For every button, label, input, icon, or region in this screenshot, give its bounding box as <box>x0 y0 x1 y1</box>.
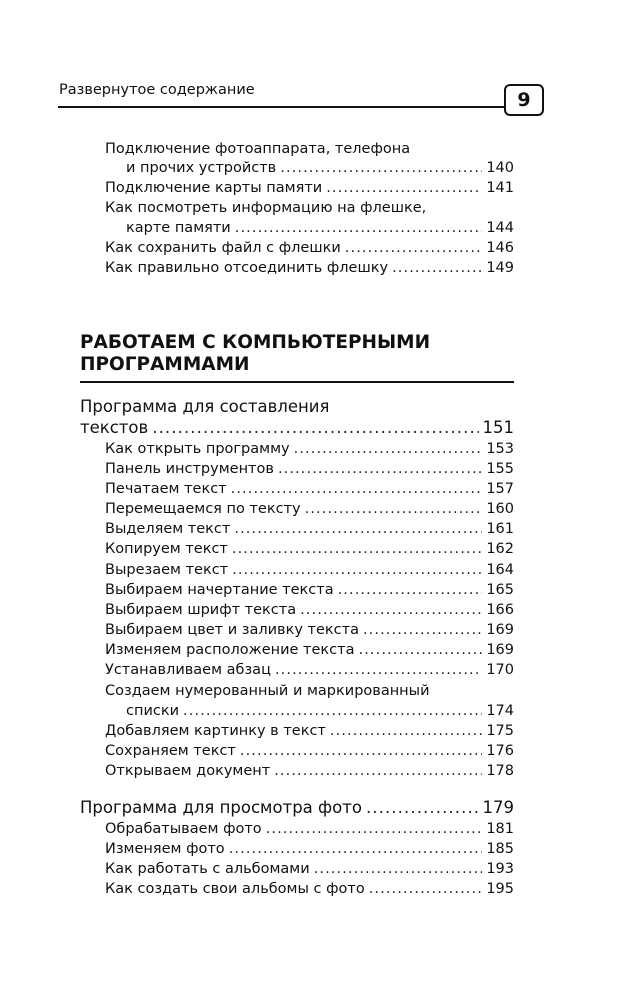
toc-dot-leader <box>345 240 483 256</box>
toc-entry-page: 174 <box>486 703 514 719</box>
toc-entry[interactable] <box>105 662 514 678</box>
toc-entry-label: Печатаем текст <box>105 481 227 497</box>
toc-entry[interactable] <box>105 763 514 779</box>
toc-entry-label: Устанавливаем абзац <box>105 662 271 678</box>
toc-entry-label: Как работать с альбомами <box>105 861 310 877</box>
toc-entry[interactable] <box>105 521 514 537</box>
toc-entry-label: Выделяем текст <box>105 521 231 537</box>
toc-entry[interactable] <box>105 642 514 658</box>
toc-entry-line1: Как посмотреть информацию на флешке, <box>105 200 427 216</box>
toc-entry[interactable] <box>105 541 514 557</box>
toc-entry-label: Сохраняем текст <box>105 743 236 759</box>
toc-entry[interactable] <box>105 881 514 897</box>
toc-entry-label: Панель инструментов <box>105 461 274 477</box>
section-title-line2: ПРОГРАММАМИ <box>80 354 250 375</box>
toc-entry-page: 144 <box>486 220 514 236</box>
toc-dot-leader <box>300 602 482 618</box>
header-rule <box>58 106 504 108</box>
section-title <box>80 332 430 376</box>
toc-entry-label: карте памяти <box>126 220 231 236</box>
toc-entry-label: Перемещаемся по тексту <box>105 501 301 517</box>
toc-entry-page: 140 <box>486 160 514 176</box>
toc-entry[interactable] <box>105 260 514 276</box>
toc-dot-leader <box>152 418 478 437</box>
toc-dot-leader <box>266 821 483 837</box>
toc-entry[interactable] <box>105 861 514 877</box>
toc-entry[interactable] <box>105 582 514 598</box>
toc-entry[interactable] <box>105 602 514 618</box>
toc-dot-leader <box>234 521 482 537</box>
toc-entry-label: списки <box>126 703 180 719</box>
toc-entry-page: 164 <box>486 562 514 578</box>
toc-entry[interactable] <box>105 180 514 196</box>
toc-entry[interactable] <box>105 562 514 578</box>
toc-dot-leader <box>280 160 482 176</box>
toc-entry-label: Вырезаем текст <box>105 562 229 578</box>
toc-entry-label: Открываем документ <box>105 763 271 779</box>
toc-entry-page: 141 <box>486 180 514 196</box>
toc-entry-page: 146 <box>486 240 514 256</box>
toc-dot-leader <box>338 582 483 598</box>
toc-entry-label: Изменяем расположение текста <box>105 642 355 658</box>
toc-dot-leader <box>359 642 483 658</box>
toc-entry-page: 161 <box>486 521 514 537</box>
toc-entry-label: Подключение карты памяти <box>105 180 323 196</box>
chapter-title: Программа для просмотра фото <box>80 798 362 817</box>
toc-entry-page: 178 <box>486 763 514 779</box>
toc-dot-leader <box>183 703 482 719</box>
toc-entry-page: 162 <box>486 541 514 557</box>
toc-entry[interactable] <box>105 622 514 638</box>
toc-dot-leader <box>240 743 482 759</box>
section-title-line1: РАБОТАЕМ С КОМПЬЮТЕРНЫМИ <box>80 332 431 353</box>
toc-entry[interactable] <box>105 481 514 497</box>
toc-entry-page: 193 <box>486 861 514 877</box>
toc-entry-label: Выбираем начертание текста <box>105 582 334 598</box>
toc-entry-page: 181 <box>486 821 514 837</box>
toc-entry-page: 155 <box>486 461 514 477</box>
toc-dot-leader <box>330 723 482 739</box>
toc-entry-page: 169 <box>486 622 514 638</box>
chapter-title-line1: Программа для составления <box>80 397 330 416</box>
toc-entry[interactable] <box>105 743 514 759</box>
toc-dot-leader <box>231 481 483 497</box>
toc-entry[interactable] <box>126 220 514 236</box>
toc-dot-leader <box>326 180 482 196</box>
section-rule <box>80 381 514 383</box>
toc-entry-page: 149 <box>486 260 514 276</box>
toc-dot-leader <box>294 441 483 457</box>
toc-entry-page: 165 <box>486 582 514 598</box>
toc-entry-label: Как правильно отсоединить флешку <box>105 260 389 276</box>
toc-entry-page: 160 <box>486 501 514 517</box>
toc-entry-page: 169 <box>486 642 514 658</box>
toc-entry-label: Обрабатываем фото <box>105 821 262 837</box>
toc-entry-label: Как создать свои альбомы с фото <box>105 881 365 897</box>
toc-entry[interactable] <box>105 821 514 837</box>
toc-dot-leader <box>369 881 483 897</box>
chapter-entry[interactable] <box>80 798 514 817</box>
toc-entry-page: 170 <box>486 662 514 678</box>
toc-entry-label: Как сохранить файл с флешки <box>105 240 341 256</box>
chapter-page: 179 <box>482 798 514 817</box>
toc-entry-label: Выбираем цвет и заливку текста <box>105 622 359 638</box>
toc-dot-leader <box>278 461 482 477</box>
toc-dot-leader <box>363 622 482 638</box>
toc-dot-leader <box>366 798 479 817</box>
toc-entry[interactable] <box>105 240 514 256</box>
toc-dot-leader <box>392 260 482 276</box>
toc-entry-page: 153 <box>486 441 514 457</box>
toc-dot-leader <box>232 541 482 557</box>
toc-entry-label: Копируем текст <box>105 541 228 557</box>
toc-entry-label: Добавляем картинку в текст <box>105 723 326 739</box>
toc-entry-page: 166 <box>486 602 514 618</box>
toc-entry-label: и прочих устройств <box>126 160 277 176</box>
chapter-title-line2: текстов <box>80 418 149 437</box>
toc-dot-leader <box>305 501 483 517</box>
toc-dot-leader <box>274 763 482 779</box>
toc-entry[interactable] <box>105 501 514 517</box>
toc-entry-page: 176 <box>486 743 514 759</box>
toc-entry-page: 185 <box>486 841 514 857</box>
toc-entry[interactable] <box>105 461 514 477</box>
toc-entry[interactable] <box>105 723 514 739</box>
chapter-page: 151 <box>482 418 514 437</box>
toc-entry[interactable] <box>105 841 514 857</box>
toc-entry-line1: Создаем нумерованный и маркированный <box>105 683 430 699</box>
page-number-box: 9 <box>504 84 544 116</box>
toc-entry-label: Выбираем шрифт текста <box>105 602 297 618</box>
toc-dot-leader <box>229 841 483 857</box>
toc-entry-line1: Подключение фотоаппарата, телефона <box>105 141 411 157</box>
toc-dot-leader <box>235 220 483 236</box>
toc-entry[interactable] <box>105 441 514 457</box>
chapter-entry[interactable] <box>80 418 514 437</box>
toc-entry-label: Изменяем фото <box>105 841 225 857</box>
toc-entry-page: 157 <box>486 481 514 497</box>
toc-dot-leader <box>275 662 482 678</box>
toc-entry-label: Как открыть программу <box>105 441 290 457</box>
toc-entry[interactable] <box>126 703 514 719</box>
toc-dot-leader <box>232 562 482 578</box>
toc-entry[interactable] <box>126 160 514 176</box>
toc-entry-page: 195 <box>486 881 514 897</box>
toc-dot-leader <box>314 861 483 877</box>
running-header-title: Развернутое содержание <box>59 82 255 98</box>
toc-entry-page: 175 <box>486 723 514 739</box>
